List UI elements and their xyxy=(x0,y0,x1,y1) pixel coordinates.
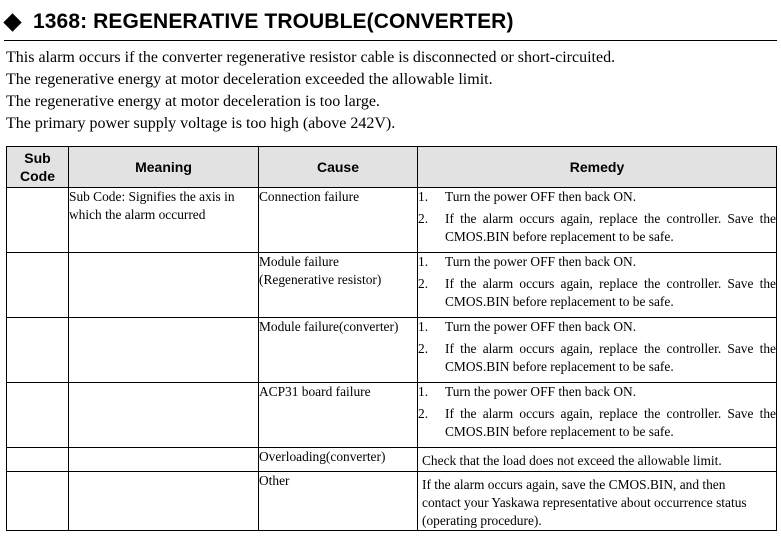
page-title: 1368: REGENERATIVE TROUBLE(CONVERTER) xyxy=(33,10,514,33)
table-row xyxy=(7,448,777,472)
sub-code-cell xyxy=(7,318,69,383)
cause-cell: Connection failure xyxy=(259,188,418,253)
meaning-cell xyxy=(69,318,259,383)
header-cause: Cause xyxy=(259,147,418,188)
table-row xyxy=(7,253,777,318)
remedy-step xyxy=(418,340,776,376)
sub-code-cell xyxy=(7,448,69,472)
step-text: If the alarm occurs again, replace the controller. Save the CMOS.BIN before replacement to be safe. xyxy=(445,211,776,244)
diamond-bullet-icon xyxy=(3,13,21,31)
cause-cell: Other xyxy=(259,472,418,531)
remedy-step xyxy=(418,383,776,401)
sub-code-cell xyxy=(7,383,69,448)
section-heading xyxy=(4,8,777,41)
step-text: If the alarm occurs again, replace the controller. Save the CMOS.BIN before replacement to be safe. xyxy=(445,341,776,374)
cause-cell: Overloading(converter) xyxy=(259,448,418,472)
meaning-cell xyxy=(69,253,259,318)
sub-code-cell xyxy=(7,472,69,531)
meaning-cell: Sub Code: Signifies the axis in which the alarm occurred xyxy=(69,188,259,253)
step-text: Turn the power OFF then back ON. xyxy=(445,319,637,334)
sub-code-cell xyxy=(7,188,69,253)
step-number: 2. xyxy=(418,211,429,226)
remedy-cell xyxy=(418,383,777,448)
step-text: Turn the power OFF then back ON. xyxy=(445,189,637,204)
description-line: The regenerative energy at motor deceleration exceeded the allowable limit. xyxy=(6,71,493,88)
step-number: 2. xyxy=(418,341,429,356)
table-row xyxy=(7,472,777,531)
table-row xyxy=(7,188,777,253)
step-number: 1. xyxy=(418,189,429,204)
step-number: 1. xyxy=(418,384,429,399)
alarm-description xyxy=(6,47,615,135)
step-number: 2. xyxy=(418,276,429,291)
step-text: Turn the power OFF then back ON. xyxy=(445,254,637,269)
remedy-step xyxy=(418,210,776,246)
meaning-cell xyxy=(69,448,259,472)
cause-cell: Module failure (Regenerative resistor) xyxy=(259,253,418,318)
alarm-table xyxy=(6,146,777,531)
remedy-step xyxy=(418,275,776,311)
cause-cell: Module failure(converter) xyxy=(259,318,418,383)
cause-cell: ACP31 board failure xyxy=(259,383,418,448)
description-line: The regenerative energy at motor deceleration is too large. xyxy=(6,93,380,110)
remedy-cell xyxy=(418,188,777,253)
table-header-row xyxy=(7,147,777,188)
remedy-cell xyxy=(418,253,777,318)
meaning-cell xyxy=(69,383,259,448)
step-text: If the alarm occurs again, replace the controller. Save the CMOS.BIN before replacement to be safe. xyxy=(445,276,776,309)
step-number: 1. xyxy=(418,254,429,269)
header-sub-code: Sub Code xyxy=(7,147,69,188)
header-meaning: Meaning xyxy=(69,147,259,188)
description-line: The primary power supply voltage is too high (above 242V). xyxy=(6,115,396,132)
remedy-cell: If the alarm occurs again, save the CMOS.BIN, and then contact your Yaskawa representative about occurrence status (operating procedure). xyxy=(418,472,777,531)
step-text: If the alarm occurs again, replace the controller. Save the CMOS.BIN before replacement to be safe. xyxy=(445,406,776,439)
header-remedy: Remedy xyxy=(418,147,777,188)
meaning-cell xyxy=(69,472,259,531)
sub-code-cell xyxy=(7,253,69,318)
remedy-step xyxy=(418,253,776,271)
table-row xyxy=(7,318,777,383)
remedy-cell: Check that the load does not exceed the allowable limit. xyxy=(418,448,777,472)
remedy-step xyxy=(418,188,776,206)
step-number: 1. xyxy=(418,319,429,334)
remedy-step xyxy=(418,318,776,336)
table-row xyxy=(7,383,777,448)
remedy-step xyxy=(418,405,776,441)
step-text: Turn the power OFF then back ON. xyxy=(445,384,637,399)
remedy-cell xyxy=(418,318,777,383)
description-line: This alarm occurs if the converter regenerative resistor cable is disconnected or short-circuited. xyxy=(6,49,616,66)
step-number: 2. xyxy=(418,406,429,421)
